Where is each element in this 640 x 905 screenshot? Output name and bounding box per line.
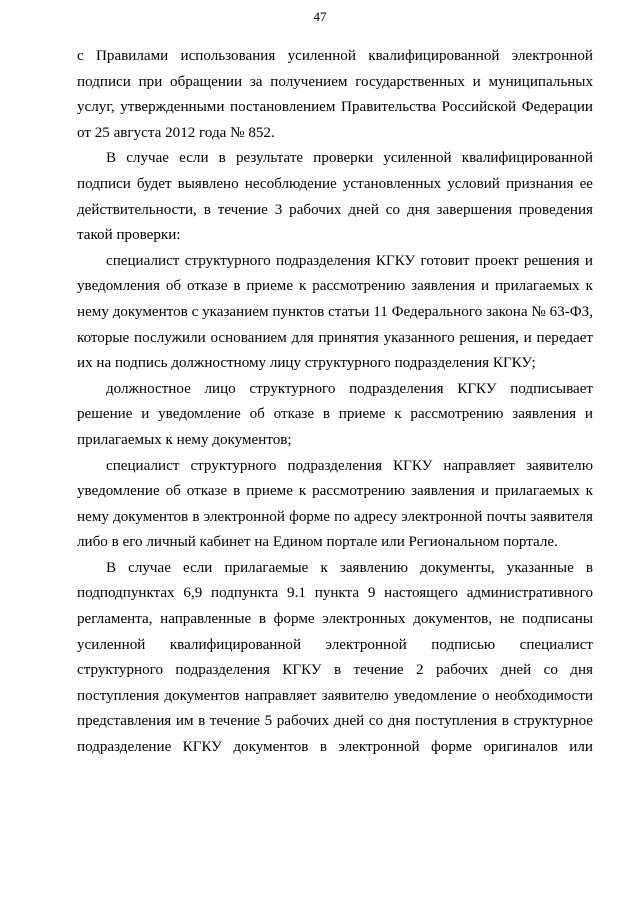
paragraph-4: должностное лицо структурного подразделения КГКУ подписывает решение и уведомление об отказе в приеме к рассмотрению заявления и прилагаемых к нему документов; — [77, 380, 593, 448]
document-body — [77, 44, 593, 761]
paragraph-1: с Правилами использования усиленной квалифицированной электронной подписи при обращении за получением государственных и муниципальных услуг, утвержденными постановлением Правительства Российской Федерации от 25 августа 2012 года № 852. — [77, 48, 593, 141]
page-number: 47 — [313, 9, 327, 24]
paragraph-5: специалист структурного подразделения КГКУ направляет заявителю уведомление об отказе в приеме к рассмотрению заявления и прилагаемых к нему документов в электронной форме по адресу электронной почты заявителя либо в его личный кабинет на Едином портале или Региональном портале. — [77, 457, 593, 551]
paragraph-3: специалист структурного подразделения КГКУ готовит проект решения и уведомления об отказе в приеме к рассмотрению заявления и прилагаемых к нему документов с указанием пунктов статьи 11 Федерального закона № 63-ФЗ, которые послужили основанием для принятия указанного решения, и передает их на подпись должностному лицу структурного подразделения КГКУ; — [77, 252, 593, 372]
paragraph-6: В случае если прилагаемые к заявлению документы, указанные в подподпунктах 6,9 подпункта 9.1 пункта 9 настоящего административного регламента, направленные в форме электронных документов, не подписаны усиленной квалифицированной электронной подписью специалист структурного подразделения КГКУ в течение 2 рабочих дней со дня поступления документов направляет заявителю уведомление о необходимости представления им в течение 5 рабочих дней со дня поступления в структурное подразделение КГКУ документов в электронной форме оригиналов или — [77, 559, 593, 756]
paragraph-2: В случае если в результате проверки усиленной квалифицированной подписи будет выявлено несоблюдение установленных условий признания ее действительности, в течение 3 рабочих дней со дня завершения проведения такой проверки: — [77, 150, 593, 244]
